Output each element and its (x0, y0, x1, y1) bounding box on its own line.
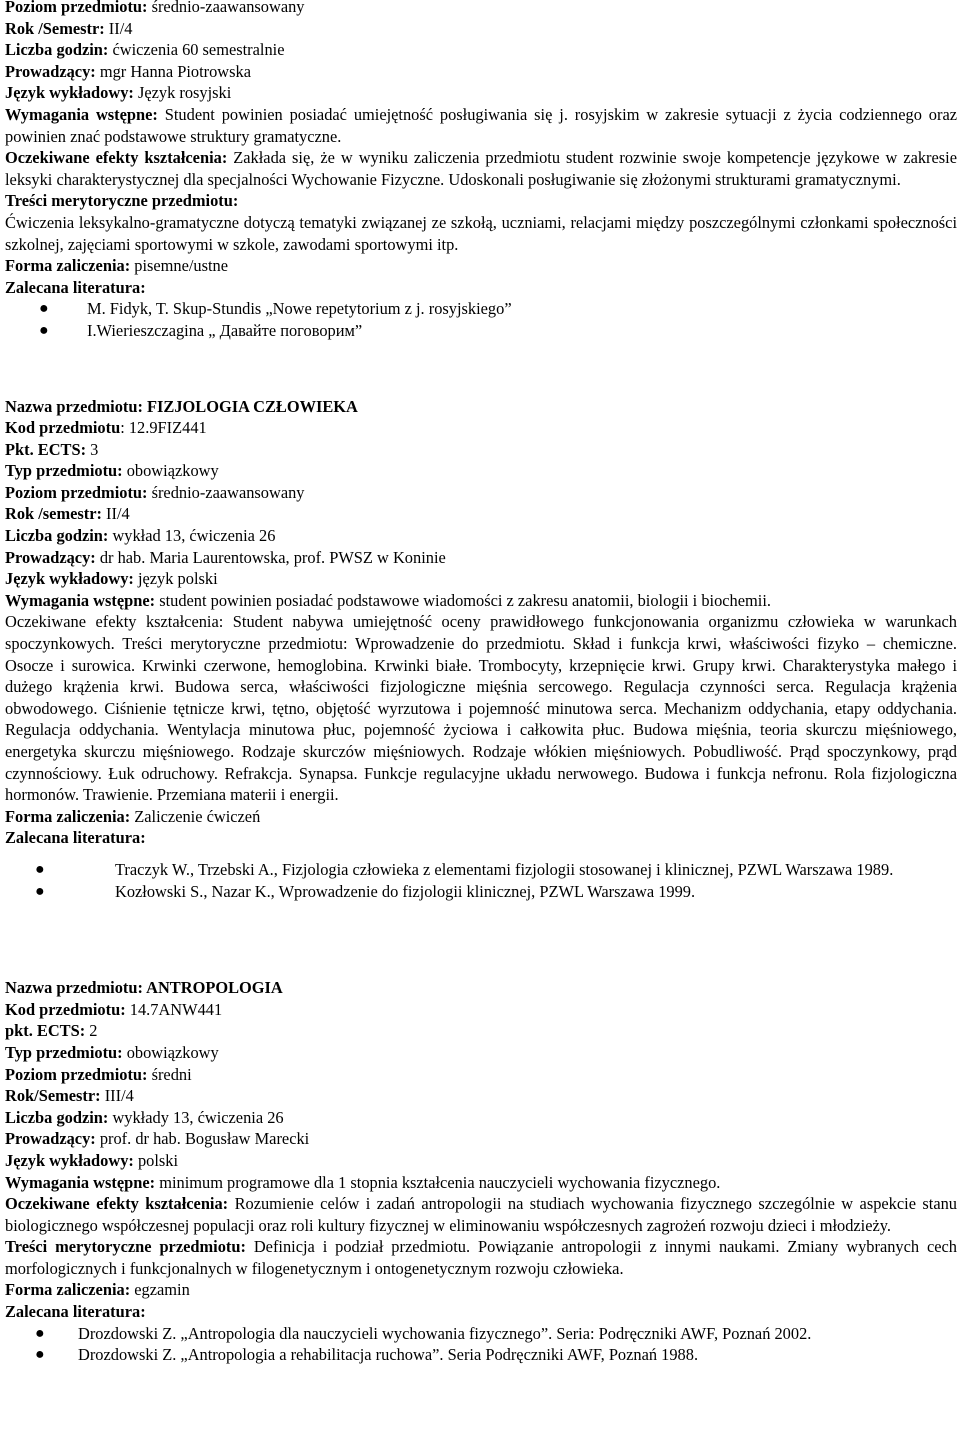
content-paragraph: Treści merytoryczne przedmiotu: Definicja i podział przedmiotu. Powiązanie antropologii z innymi naukami. Zmiany wybranych cech morfologicznych i funkcjonalnych w filogenetycznym i ontogenetycznym rozwoju człowieka. (5, 1237, 958, 1278)
bullet-icon: ● (35, 860, 45, 878)
assessment-row: Forma zaliczenia: Zaliczenie ćwiczeń (5, 806, 261, 826)
language-row: Język wykładowy: Język rosyjski (5, 83, 232, 103)
course-name-row: Nazwa przedmiotu: ANTROPOLOGIA (5, 978, 283, 998)
course-name-row: Nazwa przedmiotu: FIZJOLOGIA CZŁOWIEKA (5, 396, 358, 416)
year-row: Rok/Semestr: III/4 (5, 1086, 134, 1106)
list-item: ● M. Fidyk, T. Skup-Stundis „Nowe repetytorium z j. rosyjskiego” (39, 299, 512, 319)
section-russian (5, 0, 957, 342)
type-row: Typ przedmiotu: obowiązkowy (5, 461, 219, 481)
literature-heading: Zalecana literatura: (5, 277, 146, 297)
requirements-row: Wymagania wstępne: minimum programowe dla 1 stopnia kształcenia nauczycieli wychowania fizycznego. (5, 1172, 721, 1192)
year-row: Rok /Semestr: II/4 (5, 18, 133, 38)
level-row: Poziom przedmiotu: średnio-zaawansowany (5, 482, 305, 502)
requirements-paragraph: Wymagania wstępne: Student powinien posiadać umiejętność posługiwania się j. rosyjskim w zakresie sytuacji z życia codziennego oraz powinien znać podstawowe struktury gramatyczne. (5, 104, 957, 146)
literature-list (5, 859, 957, 902)
literature-list (5, 1323, 957, 1366)
year-row: Rok /semestr: II/4 (5, 504, 130, 524)
section-physiology (5, 396, 957, 903)
bullet-icon: ● (35, 1346, 45, 1364)
list-item: ● I.Wierieszczagina „ Давайте поговорим” (39, 320, 363, 340)
list-item: ● Kozłowski S., Nazar K., Wprowadzenie do fizjologii klinicznej, PZWL Warszawa 1999. (35, 881, 696, 901)
body-paragraph: Oczekiwane efekty kształcenia: Student nabywa umiejętność oceny prawidłowego funkcjonowania organizmu człowieka w warunkach spoczynkowych. Treści merytoryczne przedmiotu: Wprowadzenie do przedmiotu. Skład i funkcja krwi, właściwości fizyko – chemiczne. Osocze i surowica. Krwinki czerwone, hemoglobina. Krwinki białe. Trombocyty, krzepnięcie krwi. Grupy krwi. Charakterystyka małego i dużego krążenia krwi. Budowa serca, właściwości fizjologiczne mięśnia sercowego. Regulacja czynności serca. Regulacja krążenia obwodowego. Ciśnienie tętnicze krwi, tętno, objętość wyrzutowa i pojemność minutowa serca. Mechanizm oddychania, etapy oddychania. Regulacja oddychania. Wentylacja minutowa płuc, pojemność życiowa i całkowita płuc. Budowa mięśnia, teoria skurczu mięśniowego, energetyka skurczu mięśniowego. Rodzaje skurczów mięśniowych. Rodzaje włókien mięśniowych. Pobudliwość. Prąd spoczynkowy, prąd czynnościowy. Łuk odruchowy. Refrakcja. Synapsa. Funkcje regulacyjne układu nerwowego. Budowa i funkcja nefronu. Rola fizjologiczna hormonów. Trawienie. Przemiana materii i energii. (5, 612, 957, 805)
language-row: Język wykładowy: język polski (5, 569, 218, 589)
bullet-icon: ● (39, 300, 49, 318)
hours-row: Liczba godzin: wykład 13, ćwiczenia 26 (5, 526, 276, 546)
outcomes-paragraph: Oczekiwane efekty kształcenia: Rozumienie celów i zadań antropologii na studiach wychowania fizycznego szczególnie w aspekcie stanu biologicznego współczesnej populacji oraz roli kultury fizycznej w eliminowaniu współczesnych zagrożeń rozwoju dzieci i młodzieży. (5, 1194, 957, 1235)
code-row: Kod przedmiotu: 14.7ANW441 (5, 999, 223, 1019)
teacher-row: Prowadzący: dr hab. Maria Laurentowska, prof. PWSZ w Koninie (5, 547, 446, 567)
assessment-row: Forma zaliczenia: pisemne/ustne (5, 256, 229, 276)
ects-row: pkt. ECTS: 2 (5, 1021, 98, 1041)
ects-row: Pkt. ECTS: 3 (5, 439, 99, 459)
section-anthropology (5, 977, 957, 1366)
bullet-icon: ● (35, 882, 45, 900)
literature-heading: Zalecana literatura: (5, 828, 146, 848)
code-row: Kod przedmiotu: 12.9FIZ441 (5, 418, 207, 438)
content-paragraph: Ćwiczenia leksykalno-gramatyczne dotyczą tematyki związanej ze szkołą, uczniami, relacjami między poszczególnymi członkami społeczności szkolnej, zajęciami sportowymi w szkole, zawodami sportowymi itp. (5, 212, 957, 254)
outcomes-paragraph: Oczekiwane efekty kształcenia: Zakłada się, że w wyniku zaliczenia przedmiotu student rozwinie swoje kompetencje językowe w zakresie leksyki charakterystycznej dla specjalności Wychowanie Fizyczne. Udoskonali posługiwanie się złożonymi strukturami gramatycznymi. (5, 148, 957, 189)
literature-heading: Zalecana literatura: (5, 1302, 146, 1322)
level-row: Poziom przedmiotu: średni (5, 1064, 192, 1084)
assessment-row: Forma zaliczenia: egzamin (5, 1280, 190, 1300)
hours-row: Liczba godzin: wykłady 13, ćwiczenia 26 (5, 1107, 284, 1127)
bullet-icon: ● (39, 321, 49, 339)
type-row: Typ przedmiotu: obowiązkowy (5, 1042, 219, 1062)
content-heading: Treści merytoryczne przedmiotu: (5, 191, 239, 211)
list-item: ● Traczyk W., Trzebski A., Fizjologia człowieka z elementami fizjologii stosowanej i klinicznej, PZWL Warszawa 1989. (35, 859, 894, 879)
teacher-row: Prowadzący: prof. dr hab. Bogusław Marecki (5, 1129, 310, 1149)
level-row: Poziom przedmiotu: średnio-zaawansowany (5, 0, 305, 16)
list-item: ● Drozdowski Z. „Antropologia a rehabilitacja ruchowa”. Seria Podręczniki AWF, Poznań 1988. (35, 1345, 699, 1365)
literature-list (5, 298, 957, 341)
teacher-row: Prowadzący: mgr Hanna Piotrowska (5, 61, 251, 81)
bullet-icon: ● (35, 1324, 45, 1342)
hours-row: Liczba godzin: ćwiczenia 60 semestralnie (5, 40, 285, 60)
language-row: Język wykładowy: polski (5, 1150, 179, 1170)
requirements-row: Wymagania wstępne: student powinien posiadać podstawowe wiadomości z zakresu anatomii, biologii i biochemii. (5, 590, 771, 610)
list-item: ● Drozdowski Z. „Antropologia dla nauczycieli wychowania fizycznego”. Seria: Podręczniki AWF, Poznań 2002. (35, 1323, 812, 1343)
document-page (5, 0, 957, 1366)
